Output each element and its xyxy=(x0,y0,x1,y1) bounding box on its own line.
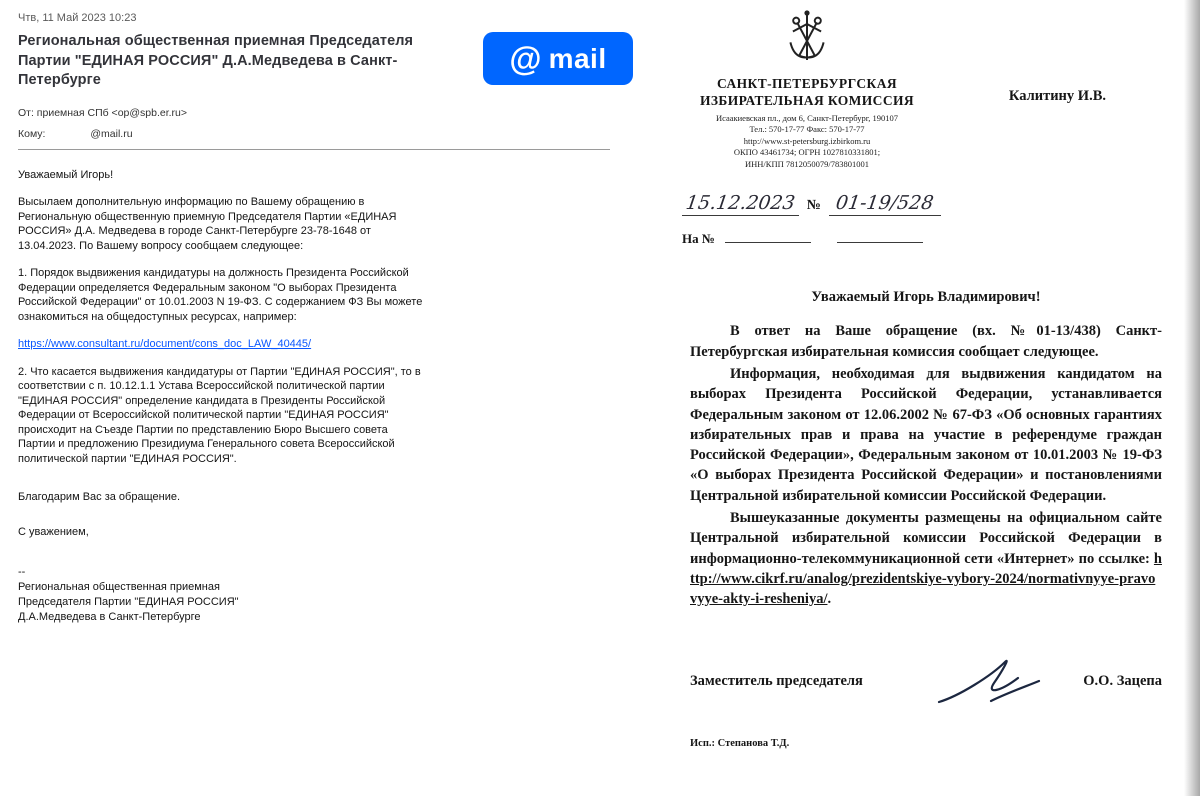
signature-line-3: Д.А.Медведева в Санкт-Петербурге xyxy=(18,611,201,624)
email-greeting: Уважаемый Игорь! xyxy=(18,168,114,181)
org-contact xyxy=(682,113,932,170)
scan-edge-shadow xyxy=(1184,0,1200,796)
handwritten-date: 15.12.2023 xyxy=(684,192,797,215)
mailru-logo xyxy=(483,32,633,85)
blank-line xyxy=(725,230,811,243)
signature-line-2: Председателя Партии "ЕДИНАЯ РОССИЯ" xyxy=(18,596,239,609)
signature-line-1: Региональная общественная приемная xyxy=(18,581,220,594)
signature-row xyxy=(690,656,1162,708)
consultant-link[interactable]: https://www.consultant.ru/document/cons_doc_LAW_40445/ xyxy=(18,338,312,351)
email-body xyxy=(18,168,426,625)
letter-paragraph-1: В ответ на Ваше обращение (вх. №01-13/438) Санкт-Петербургская избирательная комиссия сообщает следующее. xyxy=(690,323,1162,360)
letterhead xyxy=(682,8,932,170)
email-to-label: Кому: xyxy=(18,127,46,140)
email-to-value: @mail.ru xyxy=(90,127,133,140)
handwritten-date-field xyxy=(682,192,799,216)
org-inn: ИНН/КПП 7812050079/783801001 xyxy=(745,158,869,169)
email-signature xyxy=(18,565,426,624)
official-letter xyxy=(660,8,1168,788)
email-thanks: Благодарим Вас за обращение. xyxy=(18,491,181,504)
email-timestamp: Чтв, 11 Май 2023 10:23 xyxy=(18,12,137,24)
signature-divider: -- xyxy=(18,566,26,579)
email-header xyxy=(18,32,633,91)
reference-block xyxy=(682,192,1168,247)
letter-body xyxy=(690,287,1162,609)
mailru-logo-text: mail xyxy=(548,42,607,74)
at-icon: @ xyxy=(509,40,542,77)
email-paragraph-3: 2. Что касается выдвижения кандидатуры от Партии "ЕДИНАЯ РОССИЯ", то в соответствии с п. 10.12.1.1 Устава Всероссийской политической партии "ЕДИНАЯ РОССИЯ" определение кандидата в Президенты Российской Федерации от Всероссийской политической партии "ЕДИНАЯ РОССИЯ" происходит на Съезде Партии по представлению Бюро Высшего совета Партии и предложению Президиума Генерального совета Всероссийской политической партии "ЕДИНАЯ РОССИЯ". xyxy=(18,365,421,465)
handwritten-number: 01-19/528 xyxy=(834,192,936,215)
incoming-ref-row xyxy=(682,230,1168,247)
handwritten-number-field xyxy=(829,192,941,216)
signer-title: Заместитель председателя xyxy=(690,673,863,690)
number-sign: № xyxy=(806,198,821,214)
letter-salutation: Уважаемый Игорь Владимирович! xyxy=(811,289,1041,306)
email-to xyxy=(18,128,633,140)
signature-icon xyxy=(933,656,1043,708)
executor-note: Исп.: Степанова Т.Д. xyxy=(690,738,790,749)
letter-paragraph-2: Информация, необходимая для выдвижения кандидатом на выборах Президента Российской Федерации, устанавливается Федеральным законом от 12.06.2002 № 67-ФЗ «Об основных гарантиях избирательных прав и права на участие в референдуме граждан Российской Федерации», Федеральным законом от 10.01.2003 № 19-ФЗ «О выборах Президента Российской Федерации» и постановлениями Центральной избирательной комиссии Российской Федерации. xyxy=(690,365,1162,504)
email-subject: Региональная общественная приемная Председателя Партии "ЕДИНАЯ РОССИЯ" Д.А.Медведева в Санкт-Петербурге xyxy=(18,33,414,89)
email-paragraph-2: 1. Порядок выдвижения кандидатуры на должность Президента Российской Федерации определяется Федеральным законом "О выборах Президента Российской Федерации" от 10.01.2003 N 19-ФЗ. С содержанием ФЗ Вы можете ознакомиться на общедоступных ресурсах, например: xyxy=(18,267,423,323)
signer-name: О.О. Зацепа xyxy=(1083,673,1162,690)
email-meta xyxy=(18,107,633,140)
letter-paragraph-3 xyxy=(690,508,1162,609)
outgoing-ref-row xyxy=(682,192,1168,216)
reply-to-label: На № xyxy=(682,231,715,247)
coat-of-arms-icon xyxy=(779,8,835,72)
org-okpo: ОКПО 43461734; ОГРН 1027810331801; xyxy=(733,147,881,158)
org-address: Исаакиевская пл., дом 6, Санкт-Петербург, 190107 xyxy=(715,112,899,123)
blank-line xyxy=(837,230,923,243)
email-divider xyxy=(18,149,610,150)
cikrf-link[interactable]: http://www.cikrf.ru/analog/prezidentskiye-vybory-2024/normativnyye-pravovyye-akty-i-resheniya/ xyxy=(690,550,1162,608)
letter-paragraph-3-text: Вышеуказанные документы размещены на официальном сайте Центральной избирательной комиссии Российской Федерации в информационно-телекоммуникационной сети «Интернет» по ссылке: xyxy=(690,510,1162,567)
email-paragraph-1: Высылаем дополнительную информацию по Вашему обращению в Региональную общественную приемную Председателя Партии «ЕДИНАЯ РОССИЯ» Д.А. Медведева в городе Санкт-Петербурге 23-78-1648 от 13.04.2023. По Вашему вопросу сообщаем следующее: xyxy=(18,196,397,252)
org-phones: Тел.: 570-17-77 Факс: 570-17-77 xyxy=(749,124,865,135)
email-regards: С уважением, xyxy=(18,525,89,538)
addressee: Калитину И.В. xyxy=(1008,88,1106,104)
letter-paragraph-3-end: . xyxy=(827,591,832,608)
email-screenshot xyxy=(18,12,633,625)
email-from: От: приемная СПб <op@spb.er.ru> xyxy=(18,106,188,119)
org-name: САНКТ-ПЕТЕРБУРГСКАЯ ИЗБИРАТЕЛЬНАЯ КОМИССИЯ xyxy=(699,76,915,108)
org-website: http://www.st-petersburg.izbirkom.ru xyxy=(743,135,871,146)
